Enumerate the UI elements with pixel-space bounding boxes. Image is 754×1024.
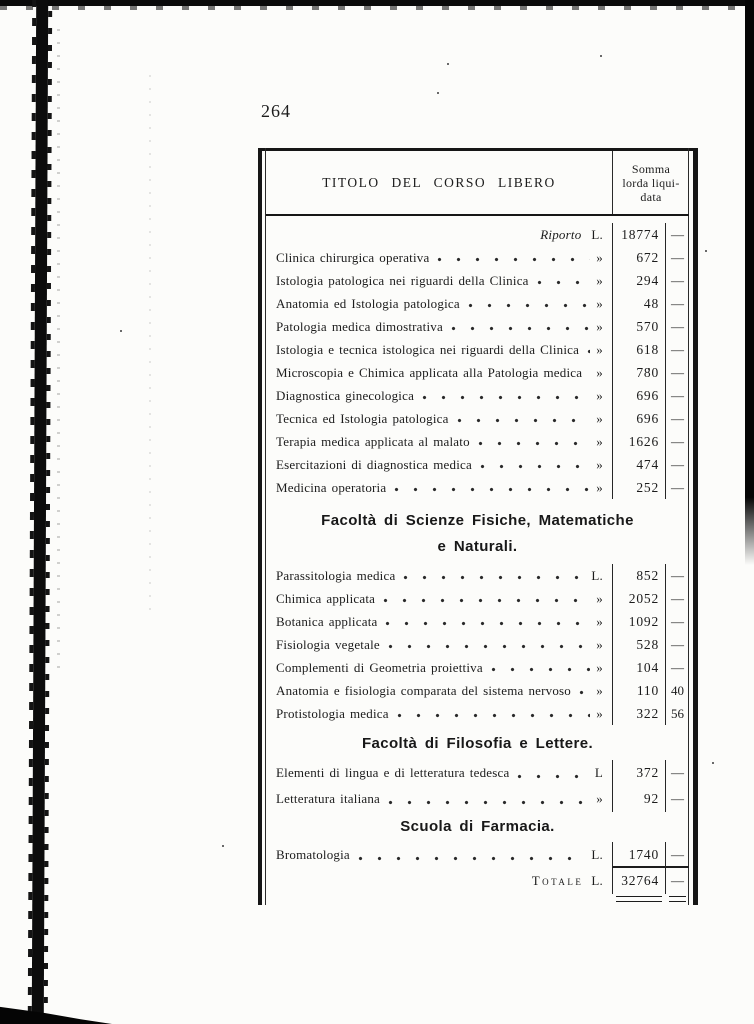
course-label: Fisiologia vegetale (276, 637, 380, 652)
amount-lire-cell: 322 (612, 702, 665, 725)
currency-mark: » (596, 660, 603, 675)
dot-leader (513, 760, 588, 786)
table-row (266, 384, 689, 407)
course-label: Totale (531, 873, 584, 888)
amount-cents-cell: — (665, 223, 689, 246)
scan-artifact-bottom-left-blob (0, 1005, 112, 1024)
amount-lire-cell: 48 (612, 292, 665, 315)
amount-lire-cell: 672 (612, 246, 665, 269)
section-heading (266, 499, 689, 564)
amount-cents-cell: — (665, 587, 689, 610)
scan-speck (705, 250, 707, 252)
amount-cents-cell: — (665, 868, 689, 894)
course-title-cell (266, 453, 612, 476)
table-row (266, 610, 689, 633)
section-heading (266, 725, 689, 760)
amount-cents-cell: — (665, 564, 689, 587)
course-title-cell (266, 246, 612, 269)
course-label: Diagnostica ginecologica (276, 388, 415, 403)
course-title-cell (266, 292, 612, 315)
amount-cents-cell: — (665, 315, 689, 338)
table-content (266, 151, 689, 894)
dot-leader (384, 786, 590, 812)
amount-cents-cell: 56 (665, 702, 689, 725)
currency-mark: » (596, 591, 603, 606)
amount-lire-cell: 2052 (612, 587, 665, 610)
dot-leader (354, 842, 586, 868)
table-row (266, 430, 689, 453)
table-row (266, 223, 689, 246)
table-section (266, 216, 689, 499)
scan-speck (712, 762, 714, 764)
dot-leader (586, 361, 590, 384)
section-heading-line: e Naturali. (437, 538, 518, 555)
amount-lire-cell: 110 (612, 679, 665, 702)
course-title-cell (266, 476, 612, 499)
course-label: Chimica applicata (276, 591, 376, 606)
course-label: Microscopia e Chimica applicata alla Patologia medica (276, 365, 583, 380)
currency-mark: » (596, 434, 603, 449)
scan-speck (447, 63, 449, 65)
column-header-course-title: TITOLO DEL CORSO LIBERO (322, 174, 556, 190)
scan-noise-column (57, 18, 60, 668)
amount-lire-cell: 696 (612, 407, 665, 430)
amount-cents-cell: — (665, 842, 689, 868)
column-header-amount (612, 151, 689, 214)
table-border-left-outer (258, 148, 262, 905)
course-title-cell (266, 587, 612, 610)
table-row (266, 476, 689, 499)
amount-cents-cell: — (665, 407, 689, 430)
dot-leader (433, 246, 590, 269)
course-label: Riporto (540, 227, 582, 242)
amount-lire-cell: 92 (612, 786, 665, 812)
table-row (266, 407, 689, 430)
course-label: Istologia e tecnica istologica nei riguardi della Clinica (276, 342, 580, 357)
table-header-row (266, 151, 689, 216)
course-title-cell (266, 842, 612, 868)
currency-mark: » (596, 296, 603, 311)
course-title-cell (266, 269, 612, 292)
section-heading-line: Facoltà di Scienze Fisiche, Matematiche (321, 512, 634, 529)
dot-leader (418, 384, 590, 407)
amount-cents-cell: — (665, 361, 689, 384)
table-row (266, 633, 689, 656)
course-title-cell (266, 384, 612, 407)
scan-noise-column (149, 70, 151, 610)
table-row (266, 842, 689, 868)
currency-mark: L. (591, 873, 603, 888)
currency-mark: » (596, 683, 603, 698)
course-title-cell (266, 610, 612, 633)
currency-mark: » (596, 319, 603, 334)
dot-leader (390, 476, 590, 499)
scan-speck (437, 92, 439, 94)
column-header-amount-line: data (640, 189, 662, 204)
currency-mark: » (596, 411, 603, 426)
scan-speck (600, 55, 602, 57)
dot-leader (393, 702, 591, 725)
dot-leader (575, 679, 590, 702)
currency-mark: L. (591, 847, 603, 862)
currency-mark: » (596, 614, 603, 629)
courses-table (258, 148, 698, 905)
section-heading (266, 812, 689, 842)
table-row (266, 760, 689, 786)
scan-artifact-top-edge (0, 0, 754, 6)
course-label: Anatomia e fisiologia comparata del sistema nervoso (276, 683, 572, 698)
course-label: Patologia medica dimostrativa (276, 319, 443, 334)
table-border-right-outer (693, 148, 698, 905)
course-title-cell (266, 223, 612, 246)
scan-artifact-right-edge (745, 0, 754, 565)
dot-leader (533, 269, 591, 292)
amount-lire-cell: 1740 (612, 842, 665, 868)
dot-leader (381, 610, 590, 633)
table-row (266, 338, 689, 361)
amount-cents-cell: — (665, 476, 689, 499)
course-label: Complementi di Geometria proiettiva (276, 660, 483, 675)
table-row (266, 246, 689, 269)
amount-cents-cell: — (665, 760, 689, 786)
currency-mark: » (596, 480, 603, 495)
table-row (266, 292, 689, 315)
course-label: Clinica chirurgica operativa (276, 250, 430, 265)
dot-leader (399, 564, 585, 587)
amount-cents-cell: — (665, 269, 689, 292)
course-label: Medicina operatoria (276, 480, 387, 495)
dot-leader (476, 453, 590, 476)
course-title-cell (266, 679, 612, 702)
column-header-amount-line: lorda liqui- (622, 175, 680, 190)
dot-leader (447, 315, 590, 338)
course-title-cell (266, 786, 612, 812)
table-row (266, 786, 689, 812)
dot-leader (379, 587, 590, 610)
course-title-cell (266, 633, 612, 656)
table-row (266, 315, 689, 338)
course-label: Protistologia medica (276, 706, 389, 721)
course-label: Botanica applicata (276, 614, 378, 629)
amount-lire-cell: 252 (612, 476, 665, 499)
table-row (266, 361, 689, 384)
amount-cents-cell: — (665, 430, 689, 453)
dot-leader (464, 292, 590, 315)
amount-lire-cell: 780 (612, 361, 665, 384)
course-title-cell (266, 361, 612, 384)
currency-mark: L (594, 765, 603, 780)
amount-cents-cell: — (665, 786, 689, 812)
course-title-cell (266, 338, 612, 361)
course-label: Parassitologia medica (276, 568, 396, 583)
amount-cents-cell: — (665, 656, 689, 679)
amount-lire-cell: 1092 (612, 610, 665, 633)
table-row (266, 679, 689, 702)
course-title-cell (266, 407, 612, 430)
table-section (266, 812, 689, 894)
course-label: Terapia medica applicata al malato (276, 434, 470, 449)
amount-lire-cell: 570 (612, 315, 665, 338)
course-label: Elementi di lingua e di letteratura tedesca (276, 765, 510, 780)
table-row (266, 453, 689, 476)
course-title-cell (266, 315, 612, 338)
currency-mark: » (596, 342, 603, 357)
amount-lire-cell: 104 (612, 656, 665, 679)
course-label: Istologia patologica nei riguardi della Clinica (276, 273, 529, 288)
table-section (266, 725, 689, 812)
page-number: 264 (261, 101, 291, 121)
currency-mark: » (596, 637, 603, 652)
course-title-cell (266, 564, 612, 587)
table-body (266, 216, 689, 894)
scan-artifact-binding-strip (32, 0, 48, 1014)
table-row (266, 868, 689, 894)
amount-cents-cell: — (665, 292, 689, 315)
currency-mark: » (596, 365, 603, 380)
table-row (266, 656, 689, 679)
amount-lire-cell: 696 (612, 384, 665, 407)
amount-cents-cell: 40 (665, 679, 689, 702)
course-title-cell (266, 430, 612, 453)
course-label: Tecnica ed Istologia patologica (276, 411, 449, 426)
amount-cents-cell: — (665, 246, 689, 269)
scan-speck (120, 330, 122, 332)
currency-mark: » (596, 273, 603, 288)
currency-mark: » (596, 388, 603, 403)
currency-mark: » (596, 457, 603, 472)
amount-cents-cell: — (665, 338, 689, 361)
dot-leader (453, 407, 591, 430)
amount-lire-cell: 528 (612, 633, 665, 656)
amount-lire-cell: 372 (612, 760, 665, 786)
currency-mark: » (596, 250, 603, 265)
section-heading-line: Facoltà di Filosofia e Lettere. (361, 735, 594, 752)
currency-mark: » (596, 706, 603, 721)
course-label: Esercitazioni di diagnostica medica (276, 457, 472, 472)
amount-lire-cell: 294 (612, 269, 665, 292)
table-row (266, 564, 689, 587)
dot-leader (583, 338, 590, 361)
currency-mark: » (596, 791, 603, 806)
course-title-cell (266, 702, 612, 725)
course-label: Bromatologia (276, 847, 350, 862)
table-row (266, 587, 689, 610)
amount-lire-cell: 618 (612, 338, 665, 361)
amount-cents-cell: — (665, 633, 689, 656)
section-heading-line: Scuola di Farmacia. (400, 818, 555, 835)
table-row (266, 269, 689, 292)
course-label: Anatomia ed Istologia patologica (276, 296, 460, 311)
dot-leader (487, 656, 590, 679)
currency-mark: L. (591, 568, 603, 583)
amount-lire-cell: 852 (612, 564, 665, 587)
amount-lire-cell: 32764 (612, 868, 665, 894)
amount-cents-cell: — (665, 610, 689, 633)
currency-mark: L. (591, 227, 603, 242)
dot-leader (384, 633, 590, 656)
course-title-cell (266, 656, 612, 679)
column-header-amount-line: Somma (631, 161, 671, 176)
course-title-cell (266, 868, 612, 894)
dot-leader (474, 430, 591, 453)
amount-lire-cell: 474 (612, 453, 665, 476)
scan-speck (222, 845, 224, 847)
course-title-cell (266, 760, 612, 786)
amount-cents-cell: — (665, 384, 689, 407)
amount-cents-cell: — (665, 453, 689, 476)
table-section (266, 499, 689, 725)
amount-lire-cell: 18774 (612, 223, 665, 246)
amount-lire-cell: 1626 (612, 430, 665, 453)
course-label: Letteratura italiana (276, 791, 381, 806)
table-row (266, 702, 689, 725)
